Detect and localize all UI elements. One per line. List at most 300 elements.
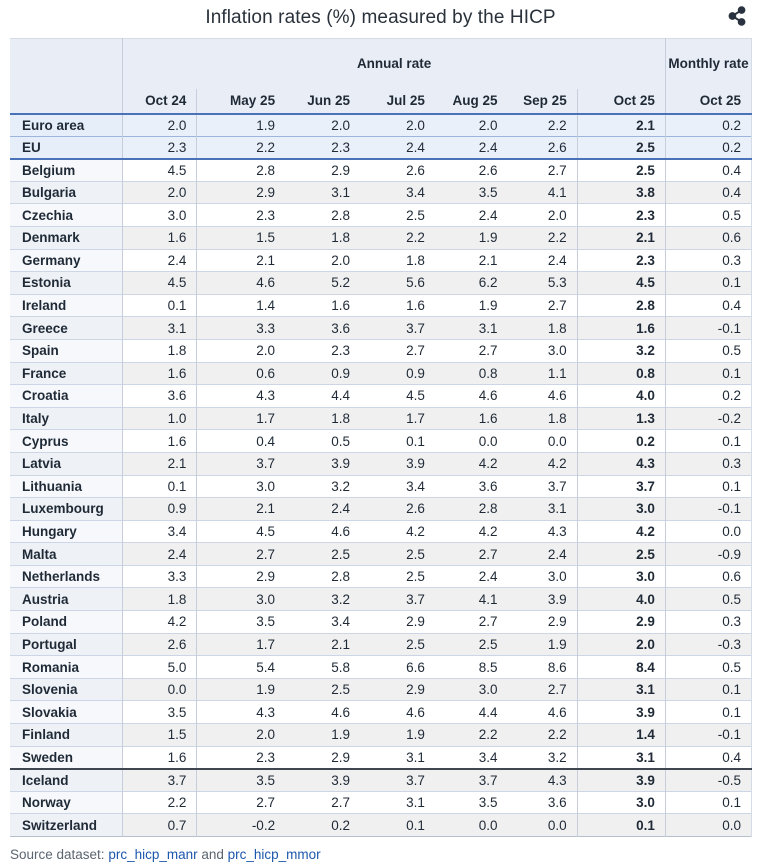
value-jun25: 1.8 bbox=[285, 226, 360, 249]
value-oct25-monthly: 0.5 bbox=[665, 656, 751, 679]
table-row bbox=[10, 362, 752, 385]
value-oct24: 1.8 bbox=[123, 339, 197, 362]
value-oct24: 4.5 bbox=[123, 159, 197, 182]
table-row bbox=[10, 611, 752, 634]
source-link-manr[interactable]: prc_hicp_manr bbox=[108, 847, 198, 862]
value-jul25: 2.6 bbox=[360, 498, 435, 521]
country-name: Lithuania bbox=[10, 475, 123, 498]
value-jun25: 5.2 bbox=[285, 272, 360, 295]
value-oct25-monthly: -0.1 bbox=[665, 317, 751, 340]
table-row bbox=[10, 724, 752, 747]
value-jun25: 2.0 bbox=[285, 114, 360, 137]
value-aug25: 2.0 bbox=[435, 114, 508, 137]
value-may25: 4.3 bbox=[256, 704, 276, 720]
value-aug25: 2.4 bbox=[478, 207, 498, 223]
country-name: Spain bbox=[10, 339, 123, 362]
value-oct24: 5.0 bbox=[123, 656, 197, 679]
value-jul25: 3.7 bbox=[360, 588, 435, 611]
value-jul25: 4.6 bbox=[406, 704, 425, 720]
value-jul25: 2.4 bbox=[360, 136, 435, 159]
value-jul25: 2.9 bbox=[406, 614, 425, 630]
value-aug25: 3.6 bbox=[478, 478, 498, 494]
value-sep25: 1.1 bbox=[508, 362, 578, 385]
value-oct24: 0.1 bbox=[123, 475, 197, 498]
country-name: Bulgaria bbox=[10, 181, 123, 204]
table-row bbox=[10, 385, 752, 408]
share-icon bbox=[726, 5, 748, 27]
value-aug25: 2.6 bbox=[478, 162, 498, 178]
value-oct25-monthly: 0.5 bbox=[665, 339, 751, 362]
value-sep25: 3.7 bbox=[508, 475, 578, 498]
source-middle: and bbox=[197, 847, 228, 862]
table-row bbox=[10, 430, 752, 453]
value-aug25: 3.0 bbox=[435, 678, 508, 701]
value-may25: 2.3 bbox=[256, 207, 276, 223]
value-sep25: 2.4 bbox=[508, 249, 578, 272]
value-jul25: 3.4 bbox=[406, 478, 425, 494]
page-title: Inflation rates (%) measured by the HICP bbox=[205, 7, 556, 28]
value-oct24: 1.0 bbox=[123, 407, 197, 430]
value-may25: 2.9 bbox=[256, 569, 276, 585]
value-jun25: 4.4 bbox=[331, 388, 350, 404]
value-oct24: 0.7 bbox=[123, 814, 197, 837]
value-aug25: 2.7 bbox=[435, 543, 508, 566]
value-sep25: 3.9 bbox=[508, 588, 578, 611]
value-oct25-monthly: -0.1 bbox=[665, 724, 751, 747]
value-jul25: 3.1 bbox=[406, 795, 425, 811]
table-row bbox=[10, 701, 752, 724]
value-oct25-monthly: 0.1 bbox=[665, 701, 751, 724]
value-oct25-annual: 2.8 bbox=[577, 294, 665, 317]
value-jun25: 1.9 bbox=[285, 724, 360, 747]
value-may25: 2.7 bbox=[197, 543, 285, 566]
value-may25: 1.5 bbox=[197, 226, 285, 249]
table-row bbox=[10, 272, 752, 295]
value-aug25: 4.2 bbox=[435, 452, 508, 475]
annual-rate-header: Annual rate bbox=[123, 39, 666, 89]
country-name: EU bbox=[10, 136, 123, 159]
value-sep25: 3.0 bbox=[508, 339, 578, 362]
value-aug25: 2.8 bbox=[435, 498, 508, 521]
value-oct25-monthly: 0.0 bbox=[665, 814, 751, 837]
value-oct25-monthly: 0.4 bbox=[665, 294, 751, 317]
value-aug25: 3.1 bbox=[435, 317, 508, 340]
value-may25: 2.1 bbox=[256, 252, 276, 268]
value-may25: 3.5 bbox=[256, 614, 276, 630]
value-oct25-monthly: 0.6 bbox=[665, 226, 751, 249]
country-name: Romania bbox=[10, 656, 123, 679]
country-name: Netherlands bbox=[10, 565, 123, 588]
value-oct25-monthly: 0.5 bbox=[665, 204, 751, 227]
value-oct25-monthly: 0.4 bbox=[665, 746, 751, 769]
table-row bbox=[10, 339, 752, 362]
value-sep25: 4.1 bbox=[508, 181, 578, 204]
table-row bbox=[10, 769, 752, 792]
value-aug25: 1.9 bbox=[478, 298, 498, 314]
table-row bbox=[10, 407, 752, 430]
value-may25: 3.0 bbox=[256, 478, 276, 494]
value-oct25-annual: 2.1 bbox=[577, 114, 665, 137]
value-may25: 3.7 bbox=[197, 452, 285, 475]
value-oct24: 3.1 bbox=[123, 317, 197, 340]
table-row bbox=[10, 452, 752, 475]
value-sep25: 4.6 bbox=[508, 385, 578, 408]
country-name: Denmark bbox=[10, 226, 123, 249]
value-sep25: 2.7 bbox=[508, 294, 578, 317]
value-may25: 3.3 bbox=[197, 317, 285, 340]
value-oct24: 3.7 bbox=[123, 769, 197, 792]
value-jun25: 3.9 bbox=[285, 769, 360, 792]
value-oct24: 2.4 bbox=[123, 249, 197, 272]
value-sep25: 0.0 bbox=[508, 430, 578, 453]
value-oct25-monthly: 0.2 bbox=[665, 385, 751, 408]
value-jun25: 4.6 bbox=[331, 523, 350, 539]
value-jun25: 2.5 bbox=[285, 678, 360, 701]
country-name: Slovakia bbox=[10, 701, 123, 724]
value-jul25: 0.9 bbox=[360, 362, 435, 385]
value-sep25: 1.8 bbox=[508, 407, 578, 430]
country-name: Switzerland bbox=[10, 814, 123, 837]
value-may25: 2.9 bbox=[197, 181, 285, 204]
table-row bbox=[10, 181, 752, 204]
value-jun25: 2.7 bbox=[331, 795, 350, 811]
title-bar bbox=[0, 0, 761, 38]
value-jun25: 1.6 bbox=[331, 298, 350, 314]
value-aug25: 3.5 bbox=[478, 795, 498, 811]
value-jul25: 1.7 bbox=[360, 407, 435, 430]
value-oct24: 0.1 bbox=[123, 294, 197, 317]
value-oct24: 1.6 bbox=[123, 430, 197, 453]
value-sep25: 1.9 bbox=[508, 633, 578, 656]
value-aug25: 4.1 bbox=[435, 588, 508, 611]
value-oct25-monthly: -0.1 bbox=[665, 498, 751, 521]
table-row bbox=[10, 226, 752, 249]
value-oct25-annual: 3.2 bbox=[577, 339, 665, 362]
value-oct24: 3.0 bbox=[123, 204, 197, 227]
value-oct25-monthly: 0.3 bbox=[665, 611, 751, 634]
value-sep25: 2.6 bbox=[508, 136, 578, 159]
value-oct24: 2.4 bbox=[123, 543, 197, 566]
value-aug25: 2.7 bbox=[478, 343, 498, 359]
country-name: France bbox=[10, 362, 123, 385]
value-oct25-annual: 2.5 bbox=[577, 159, 665, 182]
value-may25: 4.3 bbox=[256, 388, 276, 404]
value-oct25-annual: 4.0 bbox=[577, 385, 665, 408]
value-oct25-annual: 1.6 bbox=[577, 317, 665, 340]
value-sep25: 4.3 bbox=[508, 769, 578, 792]
country-name: Italy bbox=[10, 407, 123, 430]
value-oct25-monthly: 0.6 bbox=[665, 565, 751, 588]
value-sep25: 4.6 bbox=[508, 701, 578, 724]
value-jul25: 1.8 bbox=[406, 252, 425, 268]
column-header-aug25: Aug 25 bbox=[435, 89, 508, 114]
value-jul25: 4.2 bbox=[406, 523, 425, 539]
value-jun25: 0.2 bbox=[285, 814, 360, 837]
country-name: Czechia bbox=[10, 204, 123, 227]
value-oct25-monthly: 0.1 bbox=[665, 475, 751, 498]
value-sep25: 2.2 bbox=[508, 226, 578, 249]
value-aug25: 1.6 bbox=[435, 407, 508, 430]
country-name: Hungary bbox=[10, 520, 123, 543]
country-name: Iceland bbox=[10, 769, 123, 792]
value-oct25-annual: 0.2 bbox=[577, 430, 665, 453]
value-oct25-monthly: -0.3 bbox=[665, 633, 751, 656]
value-oct25-annual: 1.3 bbox=[577, 407, 665, 430]
value-oct25-annual: 2.5 bbox=[577, 136, 665, 159]
source-link-mmor[interactable]: prc_hicp_mmor bbox=[227, 847, 321, 862]
value-oct24: 0.9 bbox=[123, 498, 197, 521]
value-oct25-monthly: 0.1 bbox=[665, 791, 751, 814]
value-aug25: 2.7 bbox=[478, 614, 498, 630]
value-jul25: 2.2 bbox=[360, 226, 435, 249]
value-sep25: 0.0 bbox=[508, 814, 578, 837]
value-oct25-monthly: 0.0 bbox=[665, 520, 751, 543]
value-oct24: 2.1 bbox=[123, 452, 197, 475]
value-may25: 1.9 bbox=[197, 678, 285, 701]
value-oct24: 2.3 bbox=[123, 136, 197, 159]
value-jun25: 2.4 bbox=[285, 498, 360, 521]
value-aug25: 3.4 bbox=[478, 749, 498, 765]
value-aug25: 3.7 bbox=[435, 769, 508, 792]
country-name: Ireland bbox=[10, 294, 123, 317]
value-oct24: 1.5 bbox=[123, 724, 197, 747]
value-jun25: 3.4 bbox=[331, 614, 350, 630]
value-oct25-annual: 4.2 bbox=[577, 520, 665, 543]
value-jul25: 1.9 bbox=[360, 724, 435, 747]
value-may25: 2.0 bbox=[197, 724, 285, 747]
country-name: Latvia bbox=[10, 452, 123, 475]
value-jun25: 2.0 bbox=[331, 252, 350, 268]
country-name: Germany bbox=[10, 249, 123, 272]
value-oct25-annual: 0.1 bbox=[577, 814, 665, 837]
value-jul25: 0.1 bbox=[406, 433, 425, 449]
value-may25: 2.1 bbox=[197, 498, 285, 521]
value-oct25-annual: 3.9 bbox=[577, 701, 665, 724]
table-row bbox=[10, 633, 752, 656]
value-may25: 2.8 bbox=[256, 162, 276, 178]
value-may25: 1.9 bbox=[197, 114, 285, 137]
value-oct25-annual: 8.4 bbox=[577, 656, 665, 679]
table-row bbox=[10, 746, 752, 769]
value-oct25-annual: 3.1 bbox=[577, 678, 665, 701]
value-jul25: 2.7 bbox=[406, 343, 425, 359]
table-row bbox=[10, 136, 752, 159]
value-aug25: 2.2 bbox=[435, 724, 508, 747]
value-sep25: 3.0 bbox=[508, 565, 578, 588]
value-jun25: 2.3 bbox=[285, 136, 360, 159]
table-row bbox=[10, 498, 752, 521]
value-oct25-monthly: -0.9 bbox=[665, 543, 751, 566]
value-may25: 1.7 bbox=[197, 633, 285, 656]
table-row bbox=[10, 543, 752, 566]
value-oct25-monthly: 0.5 bbox=[665, 588, 751, 611]
value-jul25: 2.5 bbox=[360, 543, 435, 566]
value-oct25-annual: 2.9 bbox=[577, 611, 665, 634]
value-oct25-monthly: -0.2 bbox=[665, 407, 751, 430]
value-sep25: 2.7 bbox=[508, 678, 578, 701]
value-aug25: 4.2 bbox=[478, 523, 498, 539]
value-oct24: 1.6 bbox=[123, 746, 197, 769]
value-may25: 2.0 bbox=[256, 343, 276, 359]
value-sep25: 5.3 bbox=[508, 272, 578, 295]
value-oct25-annual: 2.3 bbox=[577, 204, 665, 227]
table-row bbox=[10, 565, 752, 588]
value-oct25-annual: 3.9 bbox=[577, 769, 665, 792]
value-sep25: 3.1 bbox=[508, 498, 578, 521]
value-sep25: 3.6 bbox=[508, 791, 578, 814]
value-may25: 2.7 bbox=[256, 795, 276, 811]
value-may25: 4.6 bbox=[197, 272, 285, 295]
value-sep25: 1.8 bbox=[508, 317, 578, 340]
value-jul25: 3.7 bbox=[360, 317, 435, 340]
value-oct25-monthly: 0.1 bbox=[665, 430, 751, 453]
value-jul25: 2.6 bbox=[406, 162, 425, 178]
country-name: Cyprus bbox=[10, 430, 123, 453]
value-oct24: 4.2 bbox=[123, 611, 197, 634]
value-aug25: 4.4 bbox=[478, 704, 498, 720]
value-may25: 5.4 bbox=[256, 659, 276, 675]
value-jun25: 3.2 bbox=[285, 588, 360, 611]
value-jul25: 3.7 bbox=[360, 769, 435, 792]
value-jun25: 4.6 bbox=[331, 704, 350, 720]
table-row bbox=[10, 159, 752, 182]
value-aug25: 2.1 bbox=[478, 252, 498, 268]
value-oct24: 0.0 bbox=[123, 678, 197, 701]
country-name: Malta bbox=[10, 543, 123, 566]
column-header-may25: May 25 bbox=[197, 89, 285, 114]
value-aug25: 0.8 bbox=[435, 362, 508, 385]
value-jul25: 5.6 bbox=[360, 272, 435, 295]
column-header-jun25: Jun 25 bbox=[285, 89, 360, 114]
value-may25: 2.2 bbox=[197, 136, 285, 159]
value-jun25: 2.9 bbox=[331, 749, 350, 765]
value-oct25-annual: 2.0 bbox=[577, 633, 665, 656]
value-oct25-annual: 3.0 bbox=[577, 791, 665, 814]
value-jul25: 2.0 bbox=[360, 114, 435, 137]
table-row bbox=[10, 588, 752, 611]
value-jul25: 3.4 bbox=[360, 181, 435, 204]
value-sep25: 2.9 bbox=[508, 611, 578, 634]
table-row bbox=[10, 475, 752, 498]
value-aug25: 1.9 bbox=[435, 226, 508, 249]
group-header-row bbox=[10, 39, 752, 89]
table-row bbox=[10, 294, 752, 317]
value-may25: -0.2 bbox=[197, 814, 285, 837]
value-oct25-monthly: -0.5 bbox=[665, 769, 751, 792]
value-aug25: 3.5 bbox=[435, 181, 508, 204]
value-aug25: 0.0 bbox=[478, 433, 498, 449]
value-oct24: 2.6 bbox=[123, 633, 197, 656]
value-jul25: 2.5 bbox=[406, 207, 425, 223]
value-aug25: 2.4 bbox=[435, 136, 508, 159]
table-row bbox=[10, 520, 752, 543]
value-may25: 3.5 bbox=[197, 769, 285, 792]
value-sep25: 2.7 bbox=[508, 159, 578, 182]
value-oct25-annual: 2.3 bbox=[577, 249, 665, 272]
value-oct25-annual: 3.0 bbox=[577, 565, 665, 588]
value-may25: 3.0 bbox=[197, 588, 285, 611]
value-oct25-annual: 2.1 bbox=[577, 226, 665, 249]
value-jul25: 2.5 bbox=[406, 569, 425, 585]
country-name: Portugal bbox=[10, 633, 123, 656]
value-sep25: 4.3 bbox=[508, 520, 578, 543]
value-jul25: 6.6 bbox=[406, 659, 425, 675]
value-jun25: 3.6 bbox=[285, 317, 360, 340]
country-name: Luxembourg bbox=[10, 498, 123, 521]
value-oct25-monthly: 0.3 bbox=[665, 452, 751, 475]
country-name: Austria bbox=[10, 588, 123, 611]
value-oct24: 3.6 bbox=[123, 385, 197, 408]
value-oct25-annual: 3.8 bbox=[577, 181, 665, 204]
share-button[interactable] bbox=[726, 5, 748, 27]
value-oct24: 3.5 bbox=[123, 701, 197, 724]
table-row bbox=[10, 204, 752, 227]
value-oct24: 3.3 bbox=[123, 565, 197, 588]
value-aug25: 0.0 bbox=[435, 814, 508, 837]
value-may25: 1.7 bbox=[197, 407, 285, 430]
column-header-sep25: Sep 25 bbox=[508, 89, 578, 114]
value-jun25: 2.5 bbox=[285, 543, 360, 566]
value-jul25: 1.6 bbox=[406, 298, 425, 314]
value-jun25: 0.5 bbox=[331, 433, 350, 449]
table-row bbox=[10, 814, 752, 837]
country-name: Croatia bbox=[10, 385, 123, 408]
column-header-jul25: Jul 25 bbox=[360, 89, 435, 114]
date-header-row bbox=[10, 89, 752, 114]
value-jul25: 3.9 bbox=[360, 452, 435, 475]
value-jul25: 2.9 bbox=[360, 678, 435, 701]
value-oct25-monthly: 0.1 bbox=[665, 362, 751, 385]
value-oct24: 1.8 bbox=[123, 588, 197, 611]
value-aug25: 2.5 bbox=[435, 633, 508, 656]
country-name: Belgium bbox=[10, 159, 123, 182]
value-oct25-annual: 3.1 bbox=[577, 746, 665, 769]
country-name: Slovenia bbox=[10, 678, 123, 701]
corner-cell bbox=[10, 39, 123, 89]
value-oct25-monthly: 0.1 bbox=[665, 272, 751, 295]
country-name: Sweden bbox=[10, 746, 123, 769]
country-name: Estonia bbox=[10, 272, 123, 295]
value-sep25: 2.0 bbox=[508, 204, 578, 227]
value-jun25: 2.8 bbox=[331, 207, 350, 223]
value-oct24: 2.0 bbox=[123, 181, 197, 204]
value-oct25-annual: 2.5 bbox=[577, 543, 665, 566]
value-jun25: 2.1 bbox=[285, 633, 360, 656]
monthly-rate-header: Monthly rate bbox=[665, 39, 751, 89]
value-oct25-monthly: 0.1 bbox=[665, 678, 751, 701]
value-jun25: 3.1 bbox=[285, 181, 360, 204]
table-row bbox=[10, 791, 752, 814]
value-may25: 0.6 bbox=[197, 362, 285, 385]
value-may25: 4.5 bbox=[256, 523, 276, 539]
country-name: Greece bbox=[10, 317, 123, 340]
value-aug25: 4.6 bbox=[478, 388, 498, 404]
country-name: Finland bbox=[10, 724, 123, 747]
table-row bbox=[10, 656, 752, 679]
value-oct25-monthly: 0.2 bbox=[665, 136, 751, 159]
value-may25: 2.3 bbox=[256, 749, 276, 765]
table-row bbox=[10, 678, 752, 701]
value-oct25-annual: 4.0 bbox=[577, 588, 665, 611]
value-oct25-annual: 4.5 bbox=[577, 272, 665, 295]
column-header-monthly-oct25: Oct 25 bbox=[665, 89, 751, 114]
value-sep25: 3.2 bbox=[508, 746, 578, 769]
value-sep25: 4.2 bbox=[508, 452, 578, 475]
column-header-oct25: Oct 25 bbox=[577, 89, 665, 114]
value-oct24: 1.6 bbox=[123, 226, 197, 249]
value-jul25: 3.1 bbox=[406, 749, 425, 765]
inflation-table bbox=[10, 38, 752, 837]
